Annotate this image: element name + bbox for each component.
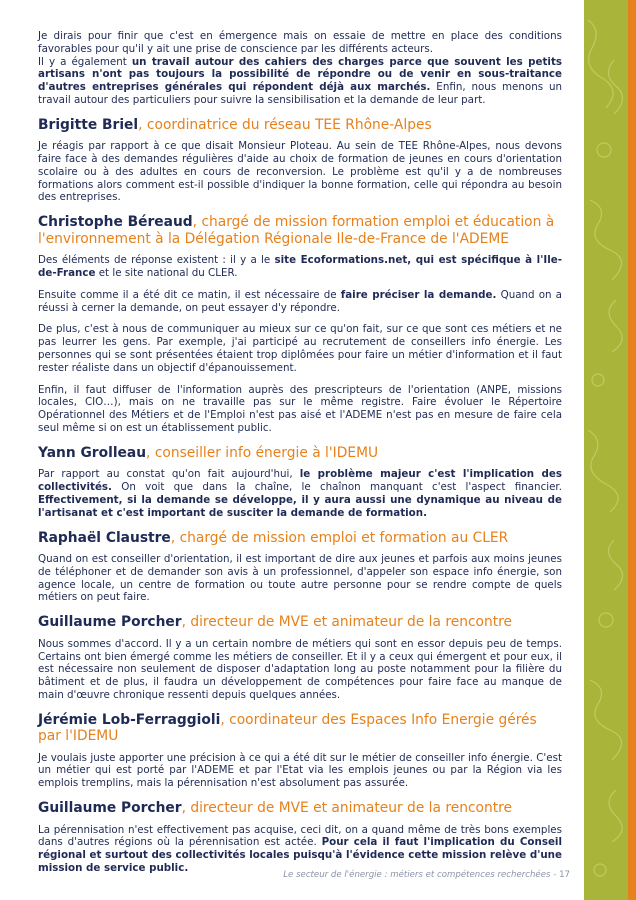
text-run: et le site national du CLER. — [95, 267, 238, 280]
text-run: Quand on a réussi à cerner la demande, on peut essayer d'y répondre. — [38, 288, 562, 314]
text-run: On voit que dans la chaîne, le chaînon manquant c'est l'aspect financier. — [111, 481, 562, 494]
speaker-heading — [38, 445, 562, 462]
speaker-name: Guillaume Porcher — [38, 614, 182, 631]
speaker-heading — [38, 614, 562, 631]
speech-paragraph: De plus, c'est à nous de communiquer au mieux sur ce qu'on fait, sur ce que sont ces métiers et ne pas leurrer les gens. Par exemple, j'ai participé au recrutement de conseillers info énergie. Les personnes qui se sont présentées étaient trop diplômées pour faire un métier d'information et il faut rester réaliste dans un objectif d'épanouissement. — [38, 323, 562, 374]
page-footer — [260, 870, 570, 880]
speaker-role: , conseiller info énergie à l'IDEMU — [146, 444, 379, 461]
speech-paragraph: Enfin, il faut diffuser de l'information auprès des prescripteurs de l'orientation (ANPE, missions locales, CIO…), mais on ne travaille pas sur le même registre. Faire évoluer le Répertoire Opérationnel des Métiers et de l'Emploi n'est pas aisé et l'ADEME n'est pas en mesure de faire cela seul même si on est un établissement public. — [38, 383, 562, 435]
text-run: Ensuite comme il a été dit ce matin, il est nécessaire de — [38, 288, 341, 301]
page-number: 17 — [559, 870, 570, 880]
footer-title: Le secteur de l'énergie : métiers et compétences recherchées - — [283, 870, 560, 880]
speaker-role: , directeur de MVE et animateur de la rencontre — [181, 800, 513, 817]
text-run: Des éléments de réponse existent : il y a le — [38, 254, 275, 267]
text-run: La pérennisation n'est effectivement pas acquise, ceci dit, on a quand même de très bons exemples dans d'autres régions où la pérennisation est actée. — [38, 823, 562, 849]
intro-paragraph-2 — [38, 56, 562, 107]
bold-text-run: Effectivement, si la demande se développe, il y aura aussi une dynamique au niveau de l'artisanat et c'est important de susciter la demande de formation. — [38, 493, 562, 519]
speaker-heading — [38, 712, 562, 745]
speaker-name: Brigitte Briel — [38, 116, 139, 133]
speaker-name: Guillaume Porcher — [38, 800, 182, 817]
bold-text-run: le problème majeur c'est l'implication des collectivités. — [38, 468, 562, 494]
speaker-heading — [38, 214, 562, 247]
page-content — [38, 30, 562, 884]
bold-text-run: Pour cela il faut l'implication du Conseil régional et surtout des collectivités locales puisqu'à l'évidence cette mission relève d'une mission de service public. — [38, 836, 562, 874]
speech-paragraph: Nous sommes d'accord. Il y a un certain nombre de métiers qui sont en essor depuis peu de temps. Certains ont bien émergé comme les métiers de conseiller. Et il y a ceux qui émergent et pour eux, il est nécessaire non seulement de disposer d'adaptation long au poste notamment pour la filière du bâtiment et de plus, il faudra un développement de compétences pour faire face au manque de main d'œuvre chronique ressenti depuis quelques années. — [38, 637, 562, 701]
speaker-heading — [38, 530, 562, 547]
speaker-name: Jérémie Lob-Ferraggioli — [38, 711, 221, 728]
sidebar-pattern-icon — [584, 0, 628, 900]
speech-paragraph — [38, 468, 562, 519]
speech-paragraph — [38, 254, 562, 280]
speech-paragraph: Je réagis par rapport à ce que disait Monsieur Ploteau. Au sein de TEE Rhône-Alpes, nous devons faire face à des demandes régulières d'aide au choix de formation de jeunes en cours d'orientation scolaire ou à des adultes en cours de reconversion. Le problème est qu'il y a de nombreuses formations alors comment est-il possible d'indiquer la bonne formation, celle qui répondra au besoin des entreprises. — [38, 140, 562, 204]
speech-paragraph: Quand on est conseiller d'orientation, il est important de dire aux jeunes et parfois aux moins jeunes de téléphoner et de demander son avis à un professionnel, d'appeler son espace info énergie, son agence locale, un centre de formation ou toute autre personne pour se rendre compte de quels métiers on peut faire. — [38, 553, 562, 604]
speech-paragraph — [38, 824, 562, 875]
sidebar-orange-stripe — [628, 0, 636, 900]
speaker-heading — [38, 800, 562, 817]
speaker-name: Christophe Béreaud — [38, 214, 193, 231]
text-run: Il y a également — [38, 55, 132, 68]
decorative-sidebar — [584, 0, 636, 900]
speech-paragraph — [38, 289, 562, 315]
speaker-role: , directeur de MVE et animateur de la rencontre — [181, 614, 513, 631]
text-run: Par rapport au constat qu'on fait aujourd'hui, — [38, 468, 300, 481]
speaker-name: Yann Grolleau — [38, 444, 147, 461]
speaker-role: , chargé de mission formation emploi et éducation à l'environnement à la Délégation Régionale Ile-de-France de l'ADEME — [38, 214, 555, 247]
speaker-heading — [38, 117, 562, 134]
bold-text-run: un travail autour des cahiers des charges parce que souvent les petits artisans n'ont pas toujours la possibilité de répondre ou de venir en sous-traitance d'autres entreprises générales qui répondent déjà aux marchés. — [38, 55, 563, 94]
speaker-role: , chargé de mission emploi et formation au CLER — [170, 529, 509, 546]
speaker-role: , coordinatrice du réseau TEE Rhône-Alpes — [138, 116, 432, 133]
text-run: Enfin, nous menons un travail autour des particuliers pour suivre la sensibilisation et la demande de leur part. — [38, 81, 562, 106]
speaker-name: Raphaël Claustre — [38, 529, 171, 546]
bold-text-run: site Ecoformations.net, qui est spécifique à l'Ile-de-France — [38, 254, 562, 280]
speech-paragraph: Je voulais juste apporter une précision à ce qui a été dit sur le métier de conseiller info énergie. C'est un métier qui est porté par l'ADEME et par l'Etat via les emplois jeunes ou par la Région via les emplois tremplins, mais la pérennisation n'est absolument pas assurée. — [38, 751, 562, 790]
bold-text-run: faire préciser la demande. — [340, 288, 497, 301]
intro-paragraph-1: Je dirais pour finir que c'est en émergence mais on essaie de mettre en place des conditions favorables pour qu'il y ait une prise de conscience par les différents acteurs. — [38, 30, 562, 55]
speaker-role: , coordinateur des Espaces Info Energie gérés par l'IDEMU — [38, 711, 537, 745]
